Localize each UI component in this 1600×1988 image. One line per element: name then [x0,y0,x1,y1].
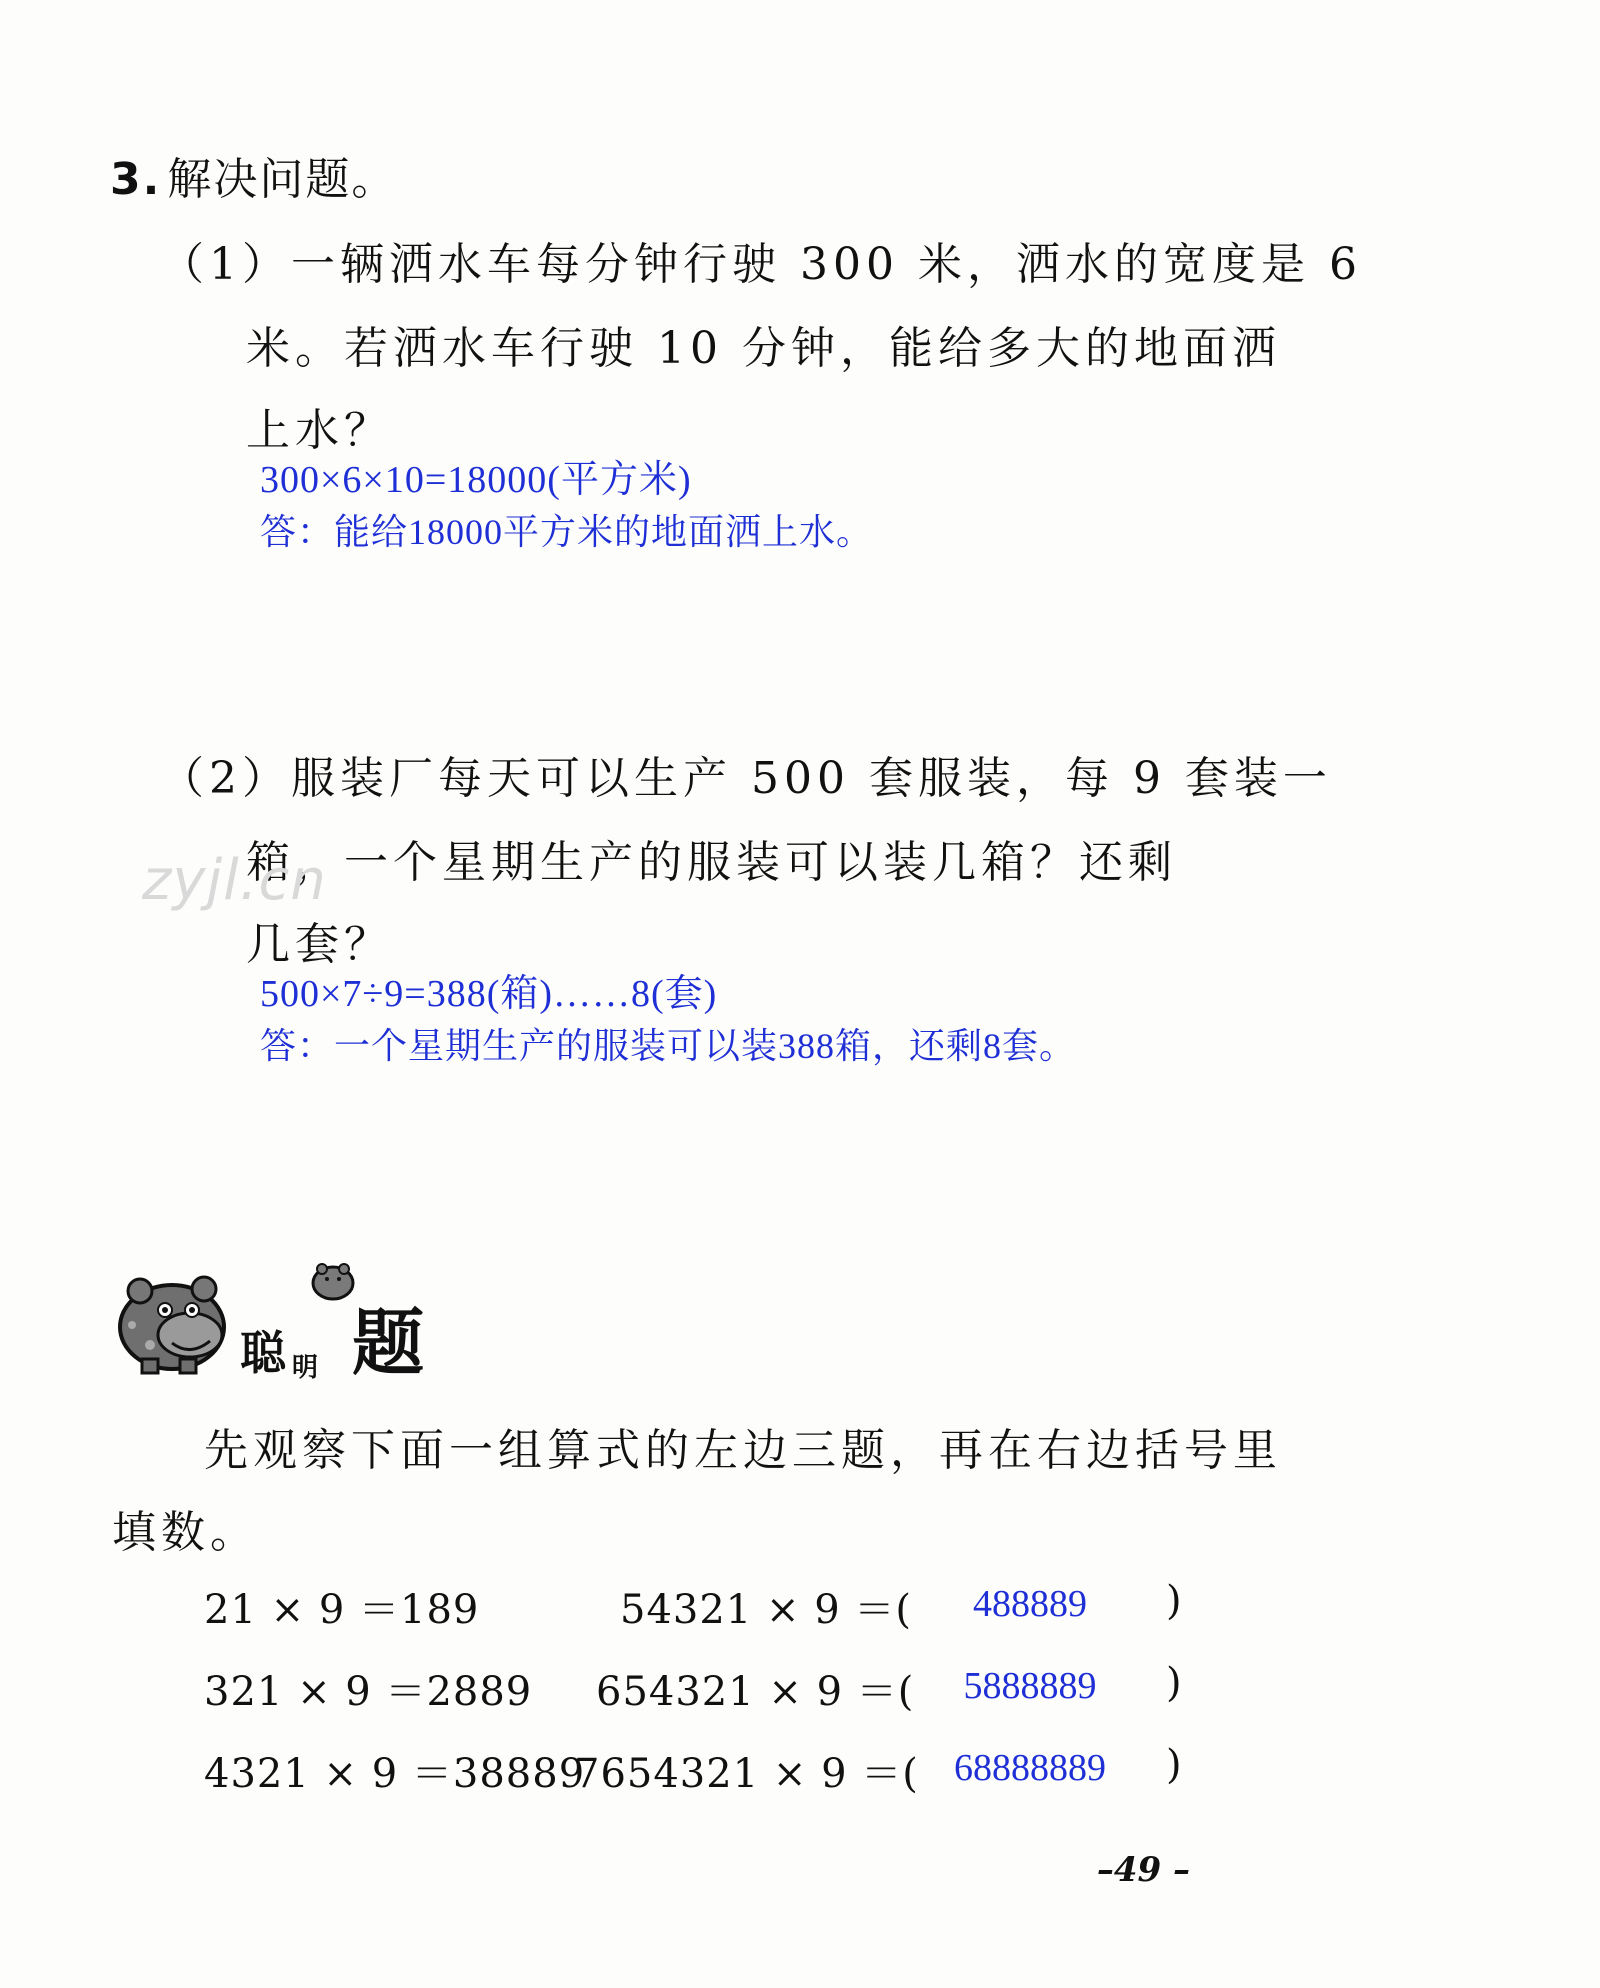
q1-text-line1: 一辆洒水车每分钟行驶 300 米，洒水的宽度是 6 [291,239,1362,290]
q1-line1 [160,228,1362,292]
q2-answer-text: 答：一个星期生产的服装可以装388箱，还剩8套。 [260,1026,1077,1066]
equation-close-3: ) [1166,1742,1183,1788]
equation-right-2: 654321 × 9 ＝( [596,1669,915,1715]
answer-blank-3: 68888889 [954,1747,1106,1789]
equation-right-3: 7654321 × 9 ＝( [574,1751,919,1797]
q1-label: （1） [160,239,291,290]
equation-right-1: 54321 × 9 ＝( [620,1587,912,1633]
q2-text-line3: 几套？ [246,919,393,970]
q2-text-line2: 箱，一个星期生产的服装可以装几箱？还剩 [246,837,1177,888]
q1-text-line2: 米。若洒水车行驶 10 分钟，能给多大的地面洒 [246,323,1281,374]
q2-label: （2） [160,753,291,804]
watermark: zyjl.cn [142,848,327,913]
clever-title-char-2: 明 [292,1353,319,1383]
clever-instruction-line2: 填数。 [112,1507,259,1558]
clever-title-char-1: 聪 [240,1326,286,1380]
q2-line1 [160,742,1332,806]
equation-close-2: ) [1166,1660,1183,1706]
clever-title-char-3: 题 [352,1301,425,1385]
equation-left-2: 321 × 9 ＝2889 [204,1669,533,1715]
clever-instruction-line1: 先观察下面一组算式的左边三题，再在右边括号里 [204,1425,1282,1476]
q1-answer-text: 答：能给18000平方米的地面洒上水。 [260,512,874,552]
hippo-mascot-icon [110,1265,240,1375]
equation-close-1: ) [1166,1578,1183,1624]
answer-blank-1: 488889 [973,1583,1087,1625]
clever-section-header [110,1265,430,1385]
equation-left-3: 4321 × 9 ＝38889 [204,1751,586,1797]
problem-title: 解决问题。 [167,154,398,205]
q2-answer-calc: 500×7÷9=388(箱)……8(套) [260,973,718,1015]
q1-answer-calc: 300×6×10=18000(平方米) [260,459,692,501]
problem-number: 3. [110,154,162,205]
answer-blank-2: 5888889 [963,1665,1097,1707]
equation-left-1: 21 × 9 ＝189 [204,1587,480,1633]
q2-text-line1: 服装厂每天可以生产 500 套服装，每 9 套装一 [291,753,1332,804]
q1-text-line3: 上水？ [246,405,393,456]
page-number: –49 – [1096,1850,1190,1890]
small-hippo-icon [308,1259,358,1303]
problem-heading [110,143,397,207]
